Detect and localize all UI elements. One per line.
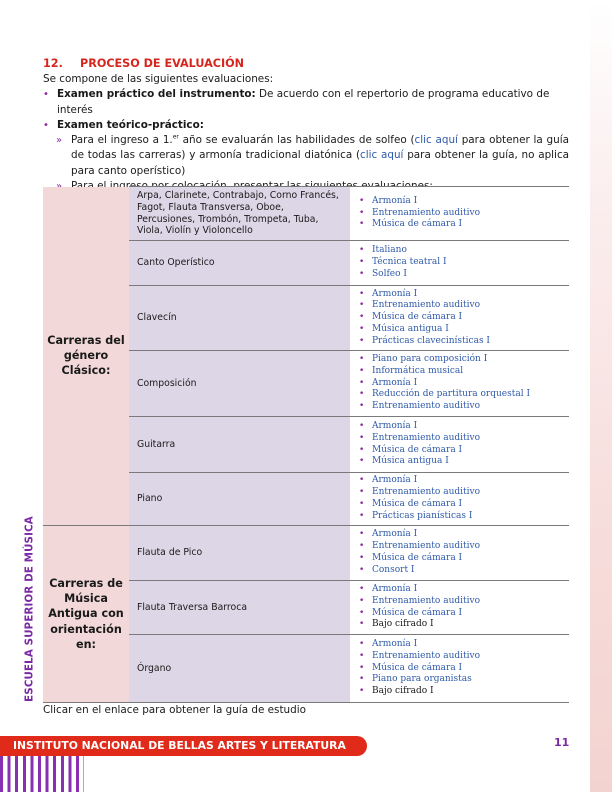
section-intro: Se compone de las siguientes evaluaciones: bbox=[43, 73, 274, 85]
exam-list-cell bbox=[350, 635, 569, 703]
exam-guide-link[interactable]: • Música de cámara I bbox=[358, 312, 569, 324]
decorative-stripes bbox=[0, 756, 84, 792]
section-heading bbox=[43, 56, 569, 72]
institute-banner bbox=[0, 736, 367, 756]
exam-guide-link[interactable]: • Música antigua I bbox=[358, 456, 569, 468]
ordinal-sup: er bbox=[172, 133, 179, 141]
exam-list bbox=[358, 475, 569, 522]
side-label-text: ESCUELA SUPERIOR DE MÚSICA bbox=[24, 516, 36, 702]
footnote: Clicar en el enlace para obtener la guía de estudio bbox=[43, 704, 306, 716]
section-number: 12. bbox=[43, 57, 63, 70]
exam-guide-link[interactable]: • Armonía I bbox=[358, 639, 569, 651]
text: para obtener la guía de todas las carreras) y armonía tradicional diatónica ( bbox=[71, 134, 569, 162]
exam-guide-link[interactable]: • Música de cámara I bbox=[358, 663, 569, 675]
exam-item: • Bajo cifrado I bbox=[358, 686, 569, 698]
exam-list bbox=[358, 584, 569, 631]
exam-guide-link[interactable]: • Música de cámara I bbox=[358, 553, 569, 565]
exam-list bbox=[358, 639, 569, 698]
harmony-guide-link[interactable]: clic aquí bbox=[360, 149, 404, 162]
career-name: Flauta Traversa Barroca bbox=[129, 581, 350, 635]
exam-list bbox=[358, 289, 569, 348]
exam-guide-link[interactable]: • Solfeo I bbox=[358, 269, 569, 281]
exam-guide-link[interactable]: • Piano para organistas bbox=[358, 674, 569, 686]
section-title: PROCESO DE EVALUACIÓN bbox=[80, 57, 245, 70]
evaluation-table bbox=[43, 186, 569, 703]
exam-list-cell bbox=[350, 187, 569, 241]
exam-guide-link[interactable]: • Música de cámara I bbox=[358, 608, 569, 620]
page-number: 11 bbox=[554, 736, 570, 749]
career-name: Arpa, Clarinete, Contrabajo, Corno Francés, Fagot, Flauta Transversa, Oboe, Percusiones, Trombón, Trompeta, Tuba, Viola, Violín y Violoncello bbox=[129, 187, 350, 241]
decorative-side-gradient bbox=[590, 0, 612, 792]
exam-guide-link[interactable]: • Prácticas pianísticas I bbox=[358, 511, 569, 523]
school-side-label bbox=[22, 516, 38, 702]
evaluation-section bbox=[43, 56, 569, 194]
exam-guide-link[interactable]: • Reducción de partitura orquestal I bbox=[358, 389, 569, 401]
career-name: Órgano bbox=[129, 635, 350, 703]
exam-guide-link[interactable]: • Música de cámara I bbox=[358, 445, 569, 457]
text: Para el ingreso a 1. bbox=[71, 134, 173, 147]
evaluation-list bbox=[43, 87, 569, 133]
exam-guide-link[interactable]: • Armonía I bbox=[358, 475, 569, 487]
career-name: Piano bbox=[129, 473, 350, 526]
solfeo-guide-link[interactable]: clic aquí bbox=[414, 134, 458, 147]
exam-list bbox=[358, 529, 569, 576]
exam-guide-link[interactable]: • Armonía I bbox=[358, 529, 569, 541]
exam-guide-link[interactable]: • Música de cámara I bbox=[358, 499, 569, 511]
evaluation-item-theory bbox=[43, 118, 569, 133]
exam-guide-link[interactable]: • Música antigua I bbox=[358, 324, 569, 336]
item-bold-label: Examen práctico del instrumento: bbox=[57, 88, 256, 101]
text: para obtener la guía, no aplica para canto operístico) bbox=[71, 149, 570, 177]
exam-list-cell bbox=[350, 241, 569, 286]
exam-guide-link[interactable]: • Entrenamiento auditivo bbox=[358, 487, 569, 499]
exam-guide-link[interactable]: • Piano para composición I bbox=[358, 354, 569, 366]
exam-list-cell bbox=[350, 473, 569, 526]
career-name: Flauta de Pico bbox=[129, 526, 350, 581]
exam-list-cell bbox=[350, 417, 569, 473]
exam-guide-link[interactable]: • Armonía I bbox=[358, 196, 569, 208]
table-row bbox=[43, 526, 569, 581]
career-group-label: Carreras del género Clásico: bbox=[43, 187, 129, 526]
career-name: Guitarra bbox=[129, 417, 350, 473]
exam-list-cell bbox=[350, 526, 569, 581]
exam-guide-link[interactable]: • Entrenamiento auditivo bbox=[358, 208, 569, 220]
exam-guide-link[interactable]: • Prácticas clavecinísticas I bbox=[358, 336, 569, 348]
exam-guide-link[interactable]: • Armonía I bbox=[358, 378, 569, 390]
exam-item: • Bajo cifrado I bbox=[358, 619, 569, 631]
exam-list bbox=[358, 245, 569, 280]
item-bold-label: Examen teórico-práctico: bbox=[57, 118, 204, 131]
exam-guide-link[interactable]: • Entrenamiento auditivo bbox=[358, 651, 569, 663]
subitem-first-year bbox=[43, 133, 569, 179]
exam-guide-link[interactable]: • Técnica teatral I bbox=[358, 257, 569, 269]
banner-text: INSTITUTO NACIONAL DE BELLAS ARTES Y LITERATURA bbox=[13, 739, 346, 752]
exam-guide-link[interactable]: • Entrenamiento auditivo bbox=[358, 596, 569, 608]
text: año se evaluarán las habilidades de solfeo ( bbox=[178, 134, 415, 147]
item-text: De acuerdo con el repertorio de programa educativo de interés bbox=[57, 88, 550, 116]
exam-guide-link[interactable]: • Armonía I bbox=[358, 584, 569, 596]
exam-list-cell bbox=[350, 351, 569, 417]
exam-guide-link[interactable]: • Música de cámara I bbox=[358, 219, 569, 231]
exam-guide-link[interactable]: • Entrenamiento auditivo bbox=[358, 541, 569, 553]
exam-guide-link[interactable]: • Armonía I bbox=[358, 289, 569, 301]
career-name: Composición bbox=[129, 351, 350, 417]
table-row bbox=[43, 187, 569, 241]
exam-list bbox=[358, 421, 569, 468]
exam-guide-link[interactable]: • Entrenamiento auditivo bbox=[358, 433, 569, 445]
exam-guide-link[interactable]: • Consort I bbox=[358, 565, 569, 577]
exam-guide-link[interactable]: • Entrenamiento auditivo bbox=[358, 300, 569, 312]
evaluation-item-practical bbox=[43, 87, 569, 118]
career-name: Clavecín bbox=[129, 286, 350, 351]
exam-list bbox=[358, 196, 569, 231]
exam-list-cell bbox=[350, 581, 569, 635]
career-name: Canto Operístico bbox=[129, 241, 350, 286]
exam-guide-link[interactable]: • Entrenamiento auditivo bbox=[358, 401, 569, 413]
exam-guide-link[interactable]: • Armonía I bbox=[358, 421, 569, 433]
exam-list bbox=[358, 354, 569, 413]
career-group-label: Carreras de Música Antigua con orientación en: bbox=[43, 526, 129, 703]
exam-list-cell bbox=[350, 286, 569, 351]
exam-guide-link[interactable]: • Informática musical bbox=[358, 366, 569, 378]
exam-guide-link[interactable]: • Italiano bbox=[358, 245, 569, 257]
